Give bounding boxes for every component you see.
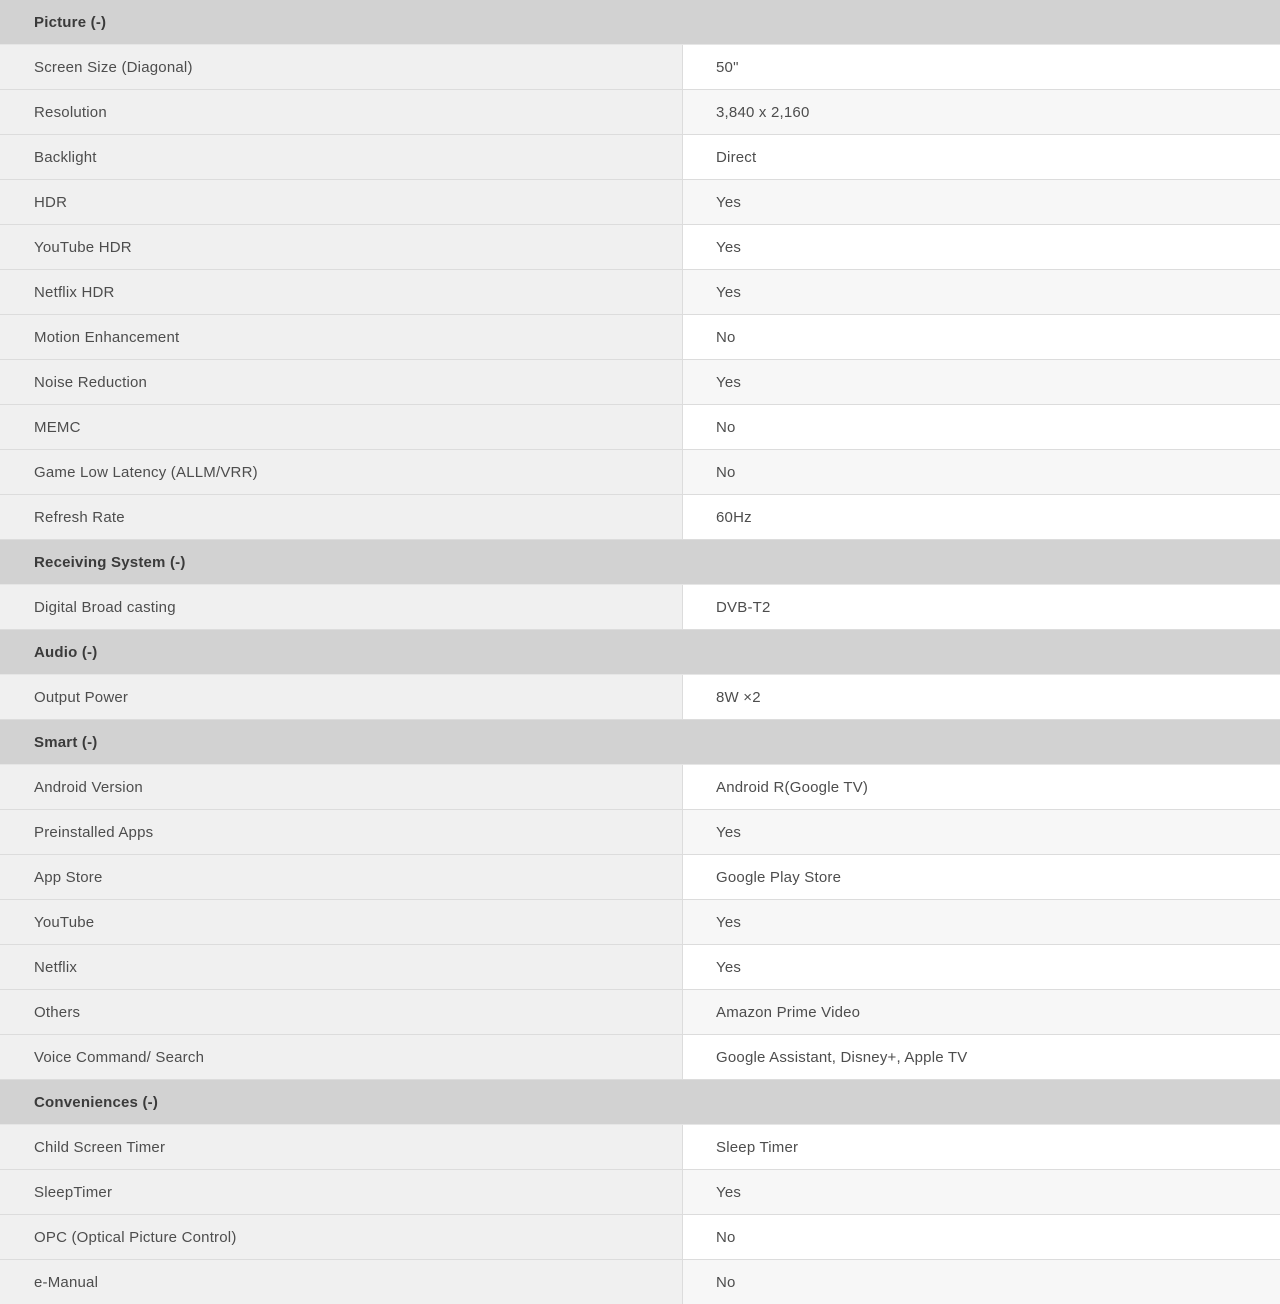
spec-row xyxy=(0,675,1280,720)
spec-value: Yes xyxy=(683,1170,1280,1214)
spec-row xyxy=(0,900,1280,945)
spec-label: YouTube HDR xyxy=(0,225,683,269)
spec-label: Motion Enhancement xyxy=(0,315,683,359)
spec-label: Voice Command/ Search xyxy=(0,1035,683,1079)
spec-row xyxy=(0,1125,1280,1170)
spec-value: No xyxy=(683,315,1280,359)
spec-value: Yes xyxy=(683,360,1280,404)
spec-label: App Store xyxy=(0,855,683,899)
spec-row xyxy=(0,1170,1280,1215)
section-header-smart[interactable]: Smart (-) xyxy=(0,720,1280,765)
section-header-receiving-system[interactable]: Receiving System (-) xyxy=(0,540,1280,585)
spec-label: SleepTimer xyxy=(0,1170,683,1214)
spec-label: YouTube xyxy=(0,900,683,944)
spec-label: Refresh Rate xyxy=(0,495,683,539)
spec-label: HDR xyxy=(0,180,683,224)
spec-row xyxy=(0,990,1280,1035)
spec-row xyxy=(0,810,1280,855)
spec-value: 50" xyxy=(683,45,1280,89)
spec-row xyxy=(0,495,1280,540)
section-header-conveniences[interactable]: Conveniences (-) xyxy=(0,1080,1280,1125)
spec-row xyxy=(0,1035,1280,1080)
spec-value: Direct xyxy=(683,135,1280,179)
section-header-audio[interactable]: Audio (-) xyxy=(0,630,1280,675)
spec-row xyxy=(0,765,1280,810)
spec-row xyxy=(0,45,1280,90)
spec-value: Yes xyxy=(683,945,1280,989)
spec-value: 8W ×2 xyxy=(683,675,1280,719)
spec-row xyxy=(0,180,1280,225)
spec-label: Output Power xyxy=(0,675,683,719)
spec-value: 60Hz xyxy=(683,495,1280,539)
spec-value: Yes xyxy=(683,810,1280,854)
spec-label: Netflix xyxy=(0,945,683,989)
spec-label: Digital Broad casting xyxy=(0,585,683,629)
spec-label: Preinstalled Apps xyxy=(0,810,683,854)
spec-label: Netflix HDR xyxy=(0,270,683,314)
spec-label: e-Manual xyxy=(0,1260,683,1304)
spec-row xyxy=(0,270,1280,315)
spec-value: Yes xyxy=(683,225,1280,269)
spec-row xyxy=(0,405,1280,450)
spec-label: Child Screen Timer xyxy=(0,1125,683,1169)
spec-value: Yes xyxy=(683,270,1280,314)
spec-row xyxy=(0,450,1280,495)
spec-label: Backlight xyxy=(0,135,683,179)
spec-label: Resolution xyxy=(0,90,683,134)
spec-value: No xyxy=(683,1260,1280,1304)
section-header-picture[interactable]: Picture (-) xyxy=(0,0,1280,45)
spec-value: No xyxy=(683,405,1280,449)
spec-row xyxy=(0,1260,1280,1304)
spec-label: OPC (Optical Picture Control) xyxy=(0,1215,683,1259)
spec-value: Google Assistant, Disney+, Apple TV xyxy=(683,1035,1280,1079)
spec-label: Android Version xyxy=(0,765,683,809)
spec-label: MEMC xyxy=(0,405,683,449)
spec-value: No xyxy=(683,450,1280,494)
spec-label: Screen Size (Diagonal) xyxy=(0,45,683,89)
spec-row xyxy=(0,90,1280,135)
spec-row xyxy=(0,315,1280,360)
spec-value: Amazon Prime Video xyxy=(683,990,1280,1034)
spec-value: Yes xyxy=(683,900,1280,944)
spec-label: Noise Reduction xyxy=(0,360,683,404)
spec-value: Yes xyxy=(683,180,1280,224)
spec-row xyxy=(0,360,1280,405)
spec-value: DVB-T2 xyxy=(683,585,1280,629)
spec-row xyxy=(0,855,1280,900)
spec-value: Google Play Store xyxy=(683,855,1280,899)
spec-row xyxy=(0,585,1280,630)
spec-value: No xyxy=(683,1215,1280,1259)
spec-label: Others xyxy=(0,990,683,1034)
spec-row xyxy=(0,1215,1280,1260)
spec-value: 3,840 x 2,160 xyxy=(683,90,1280,134)
spec-value: Android R(Google TV) xyxy=(683,765,1280,809)
spec-value: Sleep Timer xyxy=(683,1125,1280,1169)
spec-row xyxy=(0,225,1280,270)
spec-row xyxy=(0,135,1280,180)
spec-label: Game Low Latency (ALLM/VRR) xyxy=(0,450,683,494)
spec-row xyxy=(0,945,1280,990)
